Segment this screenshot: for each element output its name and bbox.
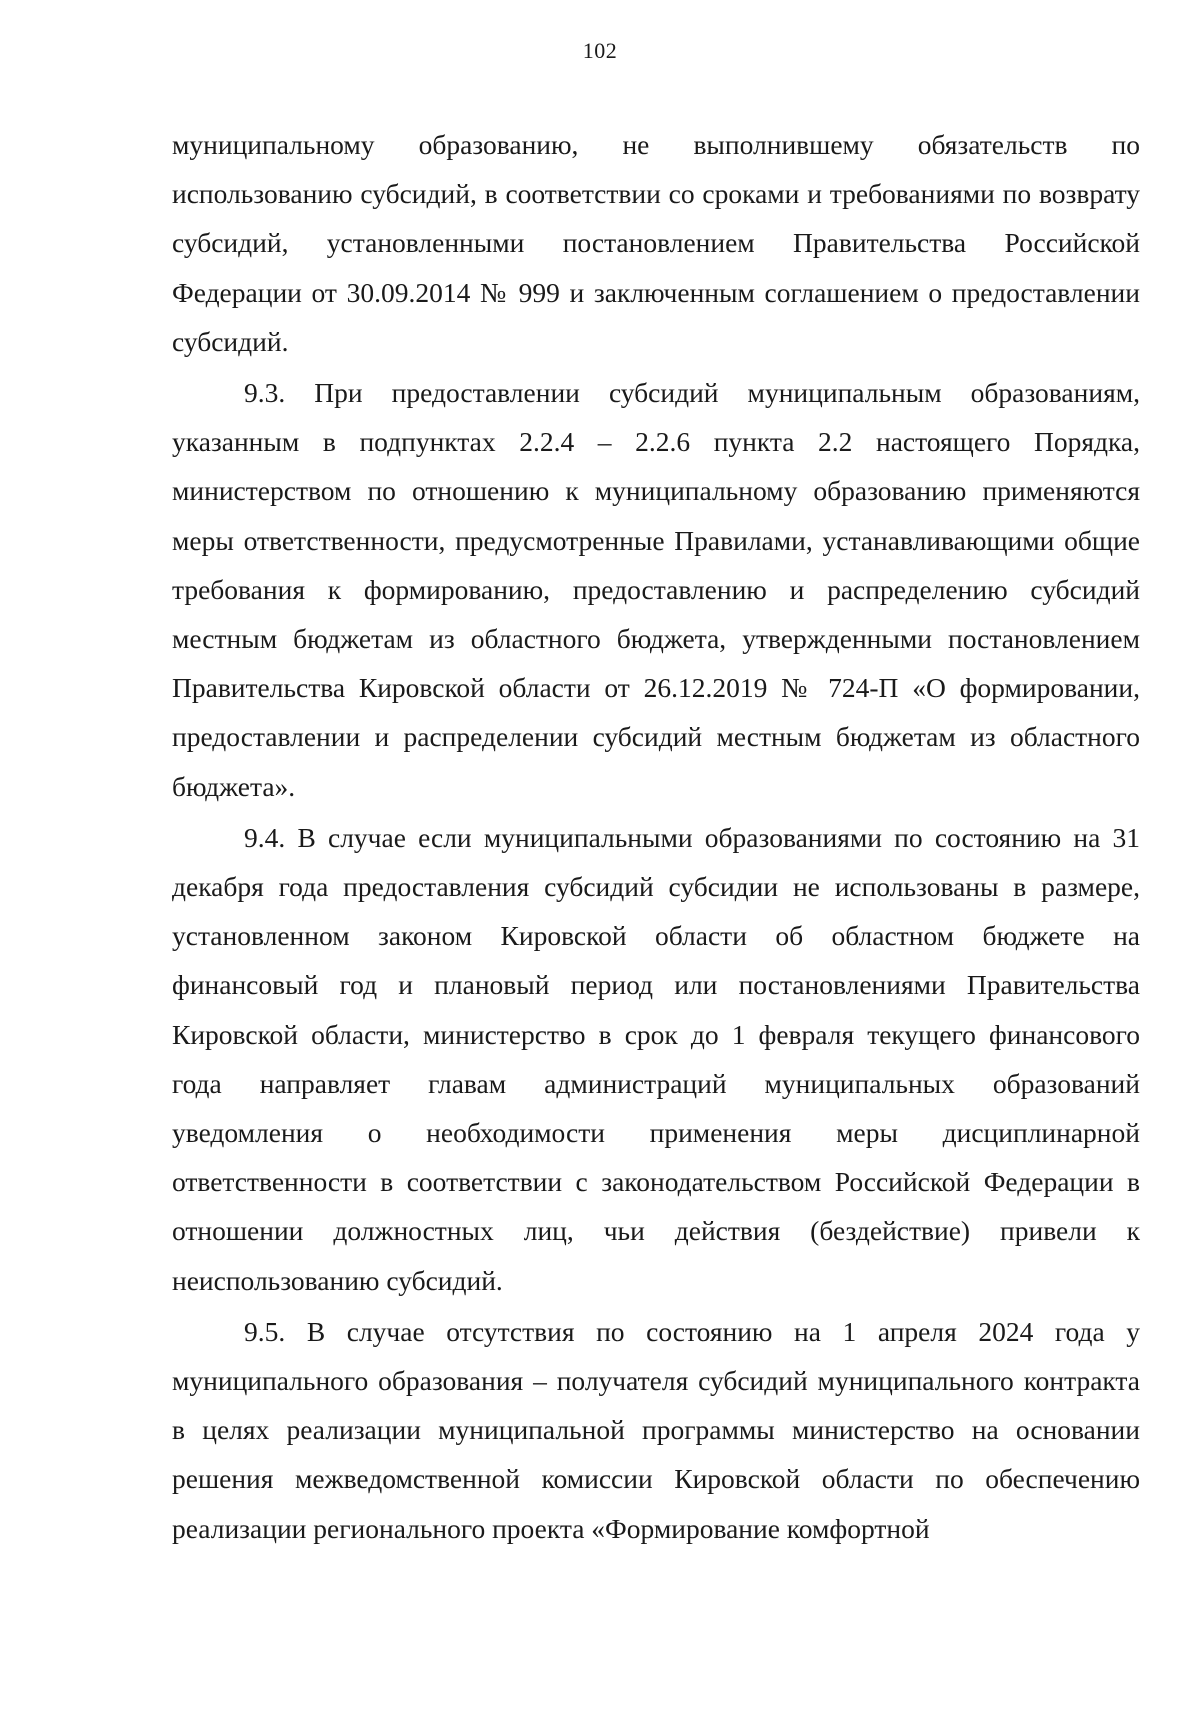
paragraph-9-3: 9.3. При предоставлении субсидий муниципальным образованиям, указанным в подпунктах 2.2.4 – 2.2.6 пункта 2.2 настоящего Порядка, министерством по отношению к муниципальному образованию применяются меры ответственности, предусмотренные Правилами, устанавливающими общие требования к формированию, предоставлению и распределению субсидий местным бюджетам из областного бюджета, утвержденными постановлением Правительства Кировской области от 26.12.2019 № 724-П «О формировании, предоставлении и распределении субсидий местным бюджетам из областного бюджета». [172,377,1140,802]
paragraph-continuation: муниципальному образованию, не выполнившему обязательств по использованию субсидий, в соответствии со сроками и требованиями по возврату субсидий, установленными постановлением Правительства Российской Федерации от 30.09.2014 № 999 и заключенным соглашением о предоставлении субсидий. [172,129,1140,357]
paragraph-9-4: 9.4. В случае если муниципальными образованиями по состоянию на 31 декабря года предоставления субсидий субсидии не использованы в размере, установленном законом Кировской области об областном бюджете на финансовый год и плановый период или постановлениями Правительства Кировской области, министерство в срок до 1 февраля текущего финансового года направляет главам администраций муниципальных образований уведомления о необходимости применения меры дисциплинарной ответственности в соответствии с законодательством Российской Федерации в отношении должностных лиц, чьи действия (бездействие) привели к неиспользованию субсидий. [172,821,1140,1296]
document-body [172,120,1140,1555]
page-number: 102 [582,38,618,63]
paragraph-9-5: 9.5. В случае отсутствия по состоянию на 1 апреля 2024 года у муниципального образования – получателя субсидий муниципального контракта в целях реализации муниципальной программы министерство на основании решения межведомственной комиссии Кировской области по обеспечению реализации регионального проекта «Формирование комфортной [172,1315,1140,1544]
